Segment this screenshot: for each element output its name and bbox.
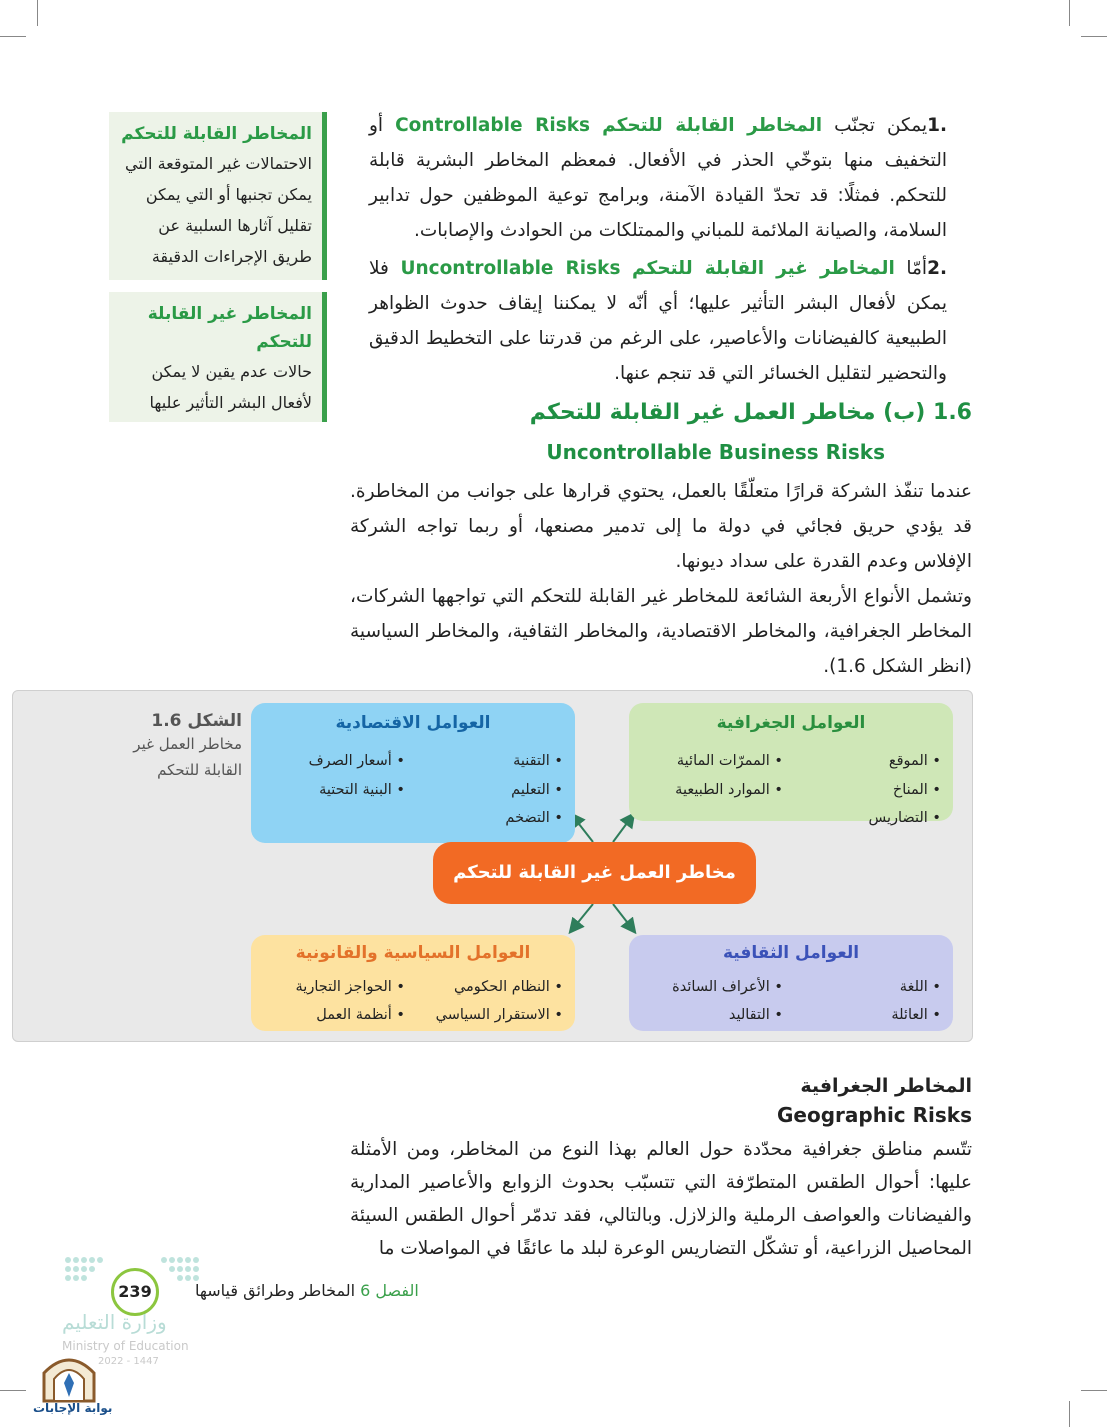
factor-item: • الموقع: [889, 747, 941, 776]
main-points: [369, 108, 947, 391]
factor-item: • أسعار الصرف: [309, 747, 405, 776]
point-text: فلا يمكن لأفعال البشر التأثير عليها؛ أي أنّه لا يمكننا إيقاف حدوث الظواهر الطبيعية كالفيضانات والأعاصير، على الرغم من قدرتنا على التخطيط الدقيق والتحضير لتقليل الخسائر التي قد تنجم عنها.: [369, 258, 947, 384]
figure-description: مخاطر العمل غير القابلة للتحكم: [133, 735, 242, 779]
crop-mark: [0, 1390, 26, 1391]
factor-item: • أنظمة العمل: [316, 1001, 405, 1030]
watermark-text: بوابة الإجابات: [33, 1401, 113, 1415]
box-title: العوامل الثقافية: [722, 943, 860, 963]
ministry-name-arabic: وزارة التعليم: [62, 1310, 167, 1334]
crop-mark: [37, 0, 38, 26]
definition-text: حالات عدم يقين لا يمكن لأفعال البشر التأثير عليها: [149, 362, 312, 412]
factor-item: • النظام الحكومي: [454, 973, 563, 1002]
chapter-footer: [195, 1281, 419, 1300]
subsection-title-arabic: المخاطر الجغرافية: [800, 1075, 972, 1097]
definition-title: المخاطر غير القابلة للتحكم: [147, 304, 312, 352]
paragraph: وتشمل الأنواع الأربعة الشائعة للمخاطر غير القابلة للتحكم التي تواجهها الشركات، المخاطر الجغرافية، والمخاطر الاقتصادية، والمخاطر الثقافية، والمخاطر السياسية (انظر الشكل 1.6).: [350, 586, 972, 677]
section-heading: [530, 400, 972, 425]
watermark-logo-icon: [36, 1351, 102, 1403]
factor-item: • الاستقرار السياسي: [436, 1001, 563, 1030]
factor-item: • التقنية: [513, 747, 563, 776]
box-title: العوامل السياسية والقانونية: [295, 943, 531, 963]
box-title: العوامل الاقتصادية: [335, 713, 491, 733]
box-economic-factors: [251, 703, 575, 843]
chapter-title: المخاطر وطرائق قياسها: [195, 1281, 356, 1300]
definition-title: المخاطر القابلة للتحكم: [121, 124, 312, 144]
factor-item: • الممرّات المائية: [677, 747, 783, 776]
subsection-title-english: Geographic Risks: [777, 1103, 972, 1127]
figure-diagram: [12, 690, 973, 1042]
section-number: 1.6: [933, 400, 972, 425]
paragraph: عندما تنفّذ الشركة قرارًا متعلّقًا بالعمل، يحتوي قرارها على جوانب من المخاطرة. قد يؤدي حريق فجائي في دولة ما إلى تدمير مصنعها، أو ربما تواجه الشركة الإفلاس وعدم القدرة على سداد ديونها.: [350, 481, 972, 572]
figure-number: الشكل 1.6: [151, 711, 242, 731]
page-number: 239: [111, 1268, 159, 1316]
point-text: أمّا: [894, 258, 928, 279]
factor-item: • الموارد الطبيعية: [675, 776, 783, 805]
point-text: يمكن تجنّب: [822, 115, 928, 136]
factor-item: • الأعراف السائدة: [672, 973, 783, 1002]
factor-item: • التضاريس: [868, 804, 941, 833]
section-title-english: Uncontrollable Business Risks: [546, 440, 885, 464]
crop-mark: [1069, 1401, 1070, 1427]
sidebar-definition-uncontrollable: [109, 292, 327, 422]
factor-item: • العائلة: [891, 1001, 941, 1030]
term-english: Uncontrollable Risks: [400, 258, 621, 279]
box-political-legal-factors: [251, 935, 575, 1031]
term-english: Controllable Risks: [395, 115, 591, 136]
term-arabic: المخاطر غير القابلة للتحكم: [632, 258, 895, 279]
factor-item: • التضخم: [505, 804, 563, 833]
point-2: [369, 251, 947, 391]
point-text: أو التخفيف منها بتوخّي الحذر في الأفعال. فمعظم المخاطر البشرية قابلة للتحكم. فمثلًا: قد تحدّ القيادة الآمنة، وبرامج توعية الموظفين حول تدابير السلامة، والصيانة الملائمة للمباني والممتلكات من الحوادث والإصابات.: [369, 115, 947, 241]
factor-item: • التعليم: [511, 776, 563, 805]
factor-item: • البنية التحتية: [319, 776, 405, 805]
factor-item: • اللغة: [900, 973, 941, 1002]
crop-mark: [1069, 0, 1070, 26]
box-title: العوامل الجغرافية: [716, 713, 866, 733]
point-1: [369, 108, 947, 248]
point-number: .1: [927, 115, 947, 136]
chapter-label: الفصل 6: [360, 1281, 419, 1300]
factor-item: • المناخ: [893, 776, 941, 805]
factor-item: • الحواجز التجارية: [296, 973, 405, 1002]
ministry-year: 2022 - 1447: [98, 1356, 159, 1367]
sidebar-definition-controllable: [109, 112, 327, 280]
box-cultural-factors: [629, 935, 953, 1031]
crop-mark: [1081, 1390, 1107, 1391]
ministry-name-english: Ministry of Education: [62, 1339, 189, 1353]
box-geographic-factors: [629, 703, 953, 826]
point-number: .2: [927, 258, 947, 279]
definition-text: الاحتمالات غير المتوقعة التي يمكن تجنبها أو التي يمكن تقليل آثارها السلبية عن طريق الإجراءات الدقيقة: [125, 154, 312, 266]
section-body: [350, 474, 972, 684]
paragraph: تتّسم مناطق جغرافية محدّدة حول العالم بهذا النوع من المخاطر، ومن الأمثلة عليها: أحوال الطقس المتطرّفة التي تتسبّب بحدوث الزوابع والأعاصير المدارية والفيضانات والعواصف الرملية والزلازل. وبالتالي، فقد تدمّر أحوال الطقس السيئة المحاصيل الزراعية، أو تشكّل التضاريس الوعرة لبلد ما عائقًا في المواصلات ما: [350, 1139, 972, 1259]
crop-mark: [0, 36, 26, 37]
term-arabic: المخاطر القابلة للتحكم: [602, 115, 823, 136]
subsection-body: [350, 1133, 972, 1265]
factor-item: • التقاليد: [729, 1001, 783, 1030]
central-concept-box: مخاطر العمل غير القابلة للتحكم: [433, 842, 756, 904]
crop-mark: [1081, 36, 1107, 37]
section-title-arabic: (ب) مخاطر العمل غير القابلة للتحكم: [529, 400, 926, 425]
